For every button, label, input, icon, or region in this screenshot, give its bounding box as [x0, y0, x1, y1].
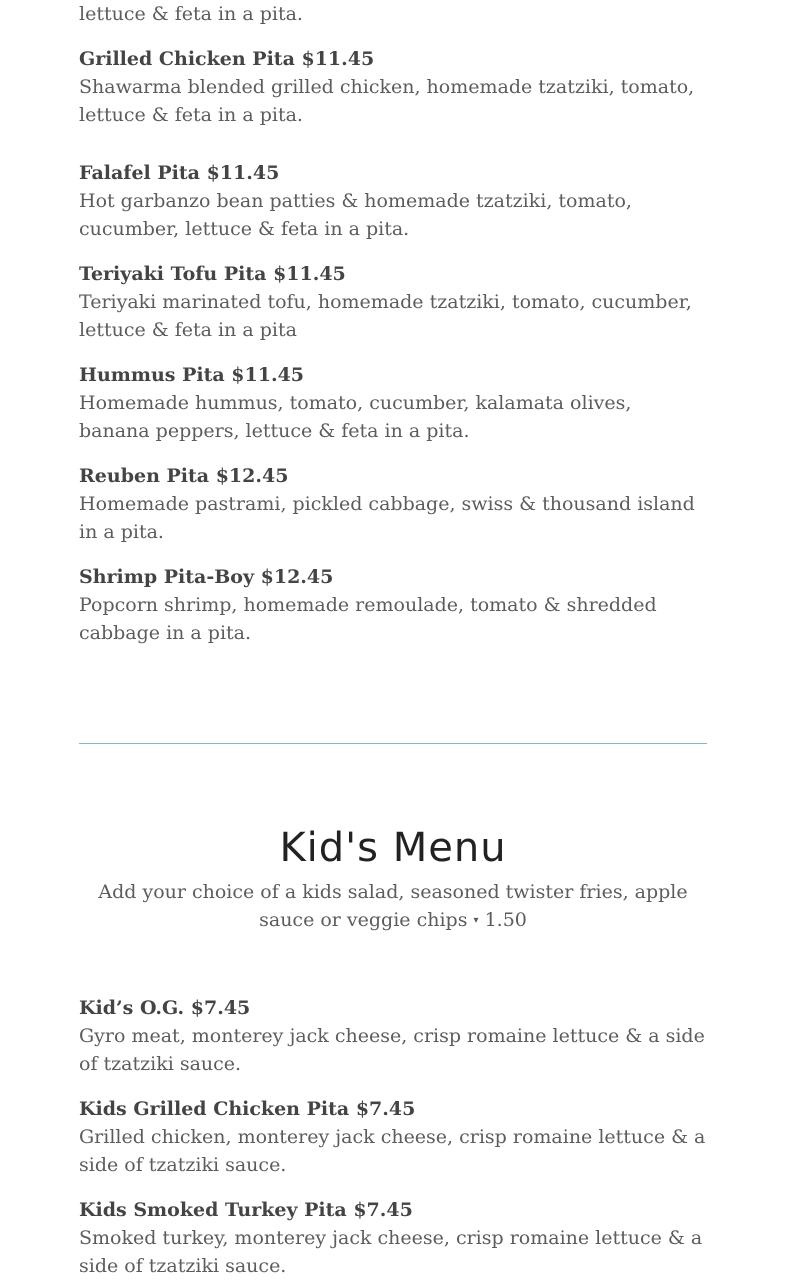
menu-item-desc: Homemade pastrami, pickled cabbage, swiss & thousand island in a pita. — [79, 493, 695, 543]
kids-menu-subtext — [79, 878, 707, 935]
menu-item-desc: Popcorn shrimp, homemade remoulade, tomato & shredded cabbage in a pita. — [79, 594, 657, 644]
pita-menu-list — [79, 0, 707, 647]
kids-menu-item — [79, 1095, 707, 1179]
kids-sides-price: 1.50 — [484, 909, 527, 931]
menu-item — [79, 462, 707, 546]
menu-item-desc: Grilled chicken, monterey jack cheese, crisp romaine lettuce & a side of tzatziki sauce. — [79, 1126, 706, 1176]
menu-item-title: Falafel Pita $11.45 — [79, 162, 280, 184]
menu-item — [79, 361, 707, 445]
menu-item — [79, 45, 707, 129]
menu-item-desc: Shawarma blended grilled chicken, homemade tzatziki, tomato, lettuce & feta in a pita. — [79, 76, 695, 126]
menu-item — [79, 260, 707, 344]
menu-item-desc: lettuce & feta in a pita. — [79, 3, 303, 25]
kids-menu-item — [79, 994, 707, 1078]
menu-item-title: Grilled Chicken Pita $11.45 — [79, 48, 375, 70]
menu-item-desc: Gyro meat, monterey jack cheese, crisp romaine lettuce & a side of tzatziki sauce. — [79, 1025, 705, 1075]
menu-item-title: Hummus Pita $11.45 — [79, 364, 305, 386]
menu-item-desc: Teriyaki marinated tofu, homemade tzatziki, tomato, cucumber, lettuce & feta in a pita — [79, 291, 692, 341]
kids-sides-text: Add your choice of a kids salad, seasoned twister fries, apple sauce or veggie chips — [98, 881, 688, 931]
menu-item — [79, 563, 707, 647]
menu-item-title: Kid’s O.G. $7.45 — [79, 997, 251, 1019]
section-divider — [79, 743, 707, 744]
kids-menu-heading: Kid's Menu — [279, 825, 507, 871]
menu-item — [79, 0, 707, 28]
menu-item-desc: Hot garbanzo bean patties & homemade tzatziki, tomato, cucumber, lettuce & feta in a pita. — [79, 190, 632, 240]
kids-menu-list — [79, 994, 707, 1280]
menu-item-title: Shrimp Pita-Boy $12.45 — [79, 566, 334, 588]
menu-item-desc: Homemade hummus, tomato, cucumber, kalamata olives, banana peppers, lettuce & feta in a pita. — [79, 392, 632, 442]
kids-menu-header — [79, 822, 707, 935]
menu-item-title: Reuben Pita $12.45 — [79, 465, 289, 487]
menu-item-title: Kids Smoked Turkey Pita $7.45 — [79, 1199, 413, 1221]
menu-item — [79, 159, 707, 243]
menu-item-desc: Smoked turkey, monterey jack cheese, crisp romaine lettuce & a side of tzatziki sauce. — [79, 1227, 703, 1277]
menu-item-title: Teriyaki Tofu Pita $11.45 — [79, 263, 346, 285]
separator-icon: ▾ — [473, 915, 479, 926]
menu-item-title: Kids Grilled Chicken Pita $7.45 — [79, 1098, 416, 1120]
kids-menu-item — [79, 1196, 707, 1280]
